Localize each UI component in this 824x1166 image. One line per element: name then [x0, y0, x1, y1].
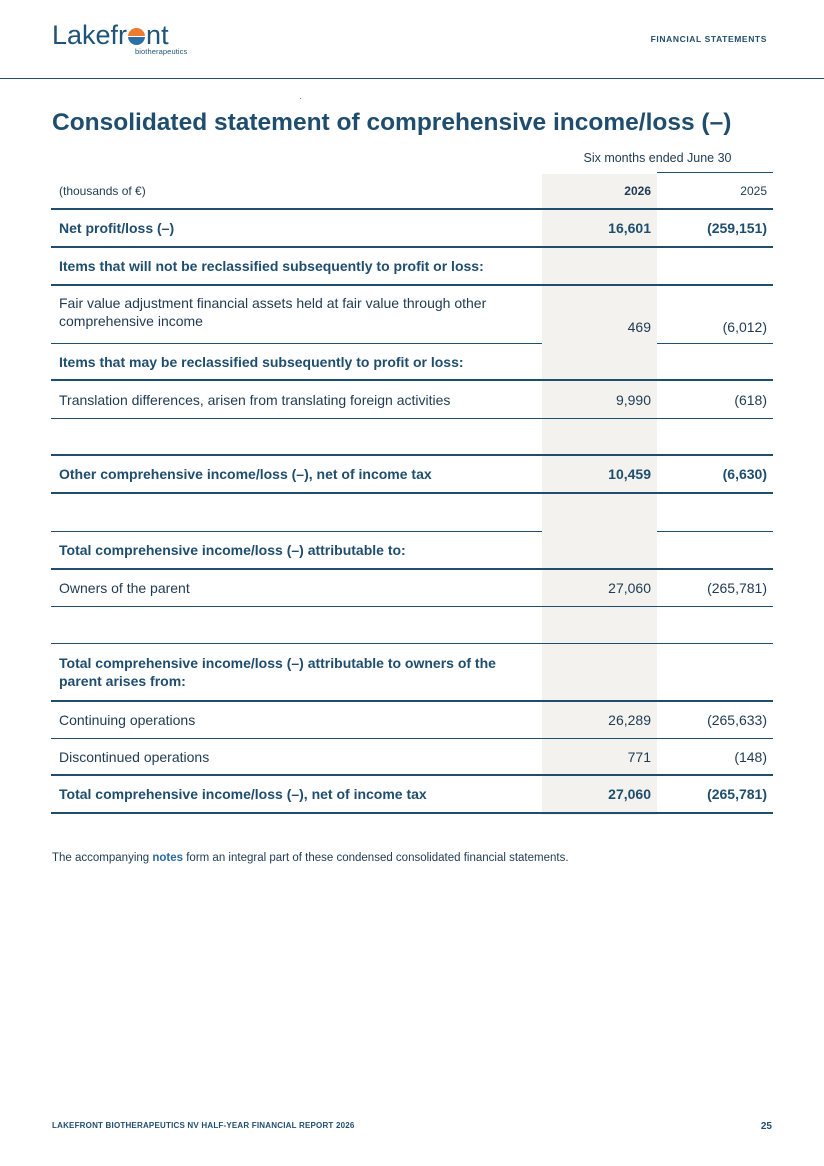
row-label: Total comprehensive income/loss (–) attributable to:: [59, 542, 406, 558]
table-row-spacer: [51, 607, 773, 644]
footnote-text: form an integral part of these condensed consolidated financial statements.: [183, 852, 569, 864]
row-rule: [51, 531, 542, 532]
row-label: Items that will not be reclassified subsequently to profit or loss:: [59, 258, 484, 274]
value-2026: 469: [627, 319, 651, 335]
row-rule: [657, 531, 773, 532]
row-label: Continuing operations: [59, 712, 196, 728]
table-row: [51, 739, 773, 776]
table-row: [51, 381, 773, 419]
row-label: Other comprehensive income/loss (–), net of income tax: [59, 466, 432, 482]
row-label: Net profit/loss (–): [59, 220, 175, 236]
value-2026: 771: [627, 748, 651, 765]
value-2025: (148): [734, 748, 767, 765]
table-row-spacer: [51, 419, 773, 456]
footnote-text: The accompanying: [52, 852, 153, 864]
column-header-2025: 2025: [740, 184, 767, 198]
row-label: Translation differences, arisen from translating foreign activities: [59, 391, 451, 408]
table-row: [51, 456, 773, 494]
row-rule: [51, 343, 542, 344]
page-number: 25: [760, 1121, 772, 1132]
company-logo: [52, 20, 192, 60]
page-header: [0, 0, 824, 79]
income-statement-table: [51, 174, 773, 814]
value-2025: (6,630): [722, 466, 767, 482]
value-2025: (259,151): [707, 220, 767, 236]
table-row: [51, 532, 773, 570]
logo-globe-icon: [128, 28, 145, 45]
units-label: (thousands of €): [59, 184, 146, 198]
table-row: [51, 570, 773, 607]
value-2026: 27,060: [608, 580, 651, 596]
value-2026: 9,990: [615, 391, 651, 408]
table-header-row: [51, 174, 773, 210]
value-2026: 10,459: [608, 466, 651, 482]
table-row: [51, 644, 773, 702]
table-row: [51, 248, 773, 286]
value-2026: 27,060: [608, 786, 651, 802]
notes-link[interactable]: notes: [152, 852, 184, 864]
footer-report-title: LAKEFRONT BIOTHERAPEUTICS NV HALF-YEAR FINANCIAL REPORT 2026: [52, 1121, 355, 1130]
value-2025: (265,781): [707, 786, 767, 802]
table-row: [51, 344, 773, 381]
table-row: [51, 210, 773, 248]
row-label: Discontinued operations: [59, 748, 210, 765]
section-label: FINANCIAL STATEMENTS: [650, 34, 767, 44]
table-row: [51, 286, 773, 344]
period-rule: [657, 172, 773, 173]
stray-dot: [300, 98, 301, 99]
row-label: Fair value adjustment financial assets held at fair value through other comprehensive income: [59, 294, 487, 329]
value-2026: 16,601: [608, 220, 651, 236]
column-header-2026: 2026: [624, 184, 651, 198]
row-label: Owners of the parent: [59, 580, 190, 596]
value-2025: (6,012): [722, 319, 767, 335]
table-row-spacer: [51, 494, 773, 532]
value-2026: 26,289: [608, 712, 651, 728]
logo-wordmark: Lakefr nt: [52, 20, 169, 50]
value-2025: (265,633): [707, 712, 767, 728]
table-row: [51, 702, 773, 739]
footnote: [52, 852, 569, 864]
value-2025: (618): [734, 391, 767, 408]
row-label: Total comprehensive income/loss (–) attributable to owners of the parent arises from:: [59, 655, 496, 689]
period-header: Six months ended June 30: [583, 151, 732, 165]
page-title: Consolidated statement of comprehensive income/loss (–): [52, 109, 732, 136]
value-2025: (265,781): [707, 580, 767, 596]
table-row-total: [51, 776, 773, 814]
row-label: Items that may be reclassified subsequently to profit or loss:: [59, 353, 464, 370]
row-label: Total comprehensive income/loss (–), net of income tax: [59, 786, 427, 802]
logo-subtitle: biotherapeutics: [135, 47, 188, 56]
row-rule: [657, 343, 773, 344]
